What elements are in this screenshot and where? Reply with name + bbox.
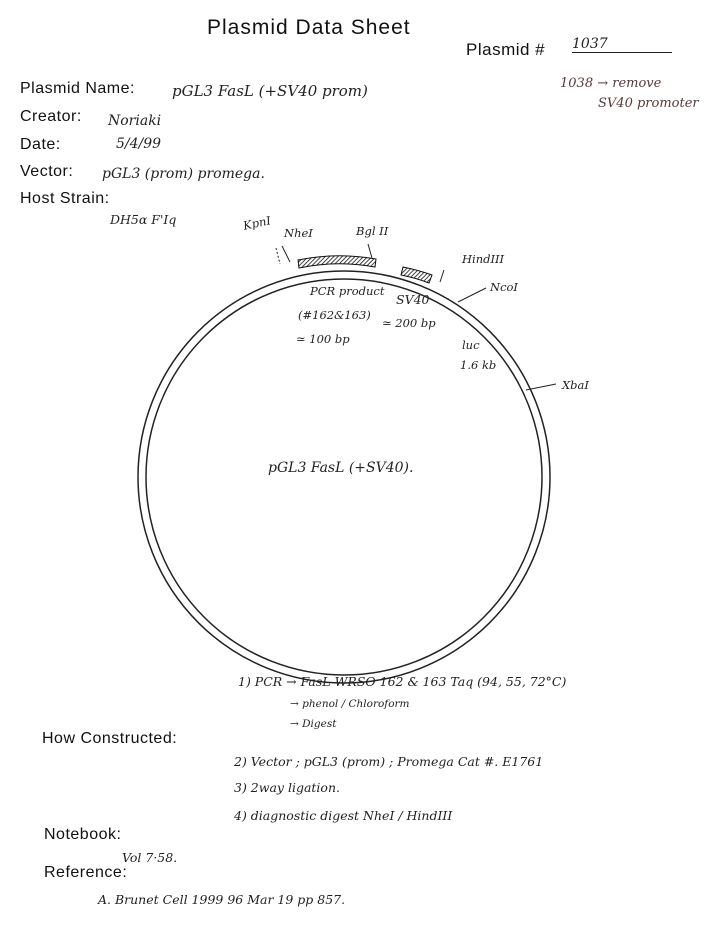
creator-value: Noriaki — [108, 113, 162, 129]
sv40-label-line2: ≃ 200 bp — [382, 316, 436, 330]
how-constructed-label: How Constructed: — [42, 730, 178, 747]
pcr-label-line3: ≃ 100 bp — [296, 332, 350, 346]
notebook-value: Vol 7·58. — [122, 850, 178, 865]
nhe-tick — [282, 246, 290, 262]
margin-note-line2: SV40 promoter — [598, 96, 699, 111]
margin-note-line1: 1038 → remove — [560, 76, 662, 91]
plasmid-number-text: 1037 — [572, 36, 608, 52]
date-label: Date: — [20, 136, 61, 153]
bgl-tick — [368, 244, 372, 258]
xba-label: XbaI — [562, 378, 589, 392]
pcr-label-line1: PCR product — [310, 284, 385, 298]
vector-label: Vector: — [20, 163, 74, 180]
nhe-label: NheI — [284, 226, 313, 240]
step-1: 1) PCR → FasL WRSO 162 & 163 Taq (94, 55, 72°C) — [238, 674, 567, 689]
host-strain-value: DH5α F'Iq — [110, 212, 177, 227]
nco-label: NcoI — [490, 280, 518, 294]
page-title: Plasmid Data Sheet — [207, 16, 411, 39]
reference-value: A. Brunet Cell 1999 96 Mar 19 pp 857. — [98, 892, 346, 907]
luc-label-line1: luc — [462, 338, 480, 352]
step-2: 2) Vector ; pGL3 (prom) ; Promega Cat #. E1761 — [234, 754, 544, 769]
hind-label: HindIII — [462, 252, 505, 266]
sv40-label-line1: SV40 — [396, 292, 430, 307]
pcr-insert-segment — [298, 256, 376, 268]
date-value: 5/4/99 — [116, 136, 162, 152]
pcr-label-line2: (#162&163) — [298, 308, 371, 322]
notebook-label: Notebook: — [44, 826, 122, 843]
plasmid-name-label: Plasmid Name: — [20, 80, 135, 97]
kpn-tick — [276, 248, 280, 264]
host-strain-label: Host Strain: — [20, 190, 110, 207]
nco-tick — [458, 288, 486, 302]
reference-label: Reference: — [44, 864, 128, 881]
plasmid-center-label: pGL3 FasL (+SV40). — [268, 460, 414, 476]
vector-value: pGL3 (prom) promega. — [102, 166, 265, 182]
step-1a: → phenol / Chloroform — [290, 698, 410, 710]
plasmid-name-value: pGL3 FasL (+SV40 prom) — [172, 82, 368, 100]
luc-label-line2: 1.6 kb — [460, 358, 497, 372]
bgl-label: Bgl II — [356, 224, 389, 238]
kpn-label: KpnI — [241, 213, 273, 233]
step-4: 4) diagnostic digest NheI / HindIII — [234, 808, 453, 823]
step-1b: → Digest — [290, 718, 337, 730]
creator-label: Creator: — [20, 108, 82, 125]
hind-tick — [440, 270, 444, 282]
plasmid-number-label: Plasmid # — [466, 40, 546, 59]
xba-tick — [526, 384, 556, 390]
step-3: 3) 2way ligation. — [234, 780, 340, 795]
